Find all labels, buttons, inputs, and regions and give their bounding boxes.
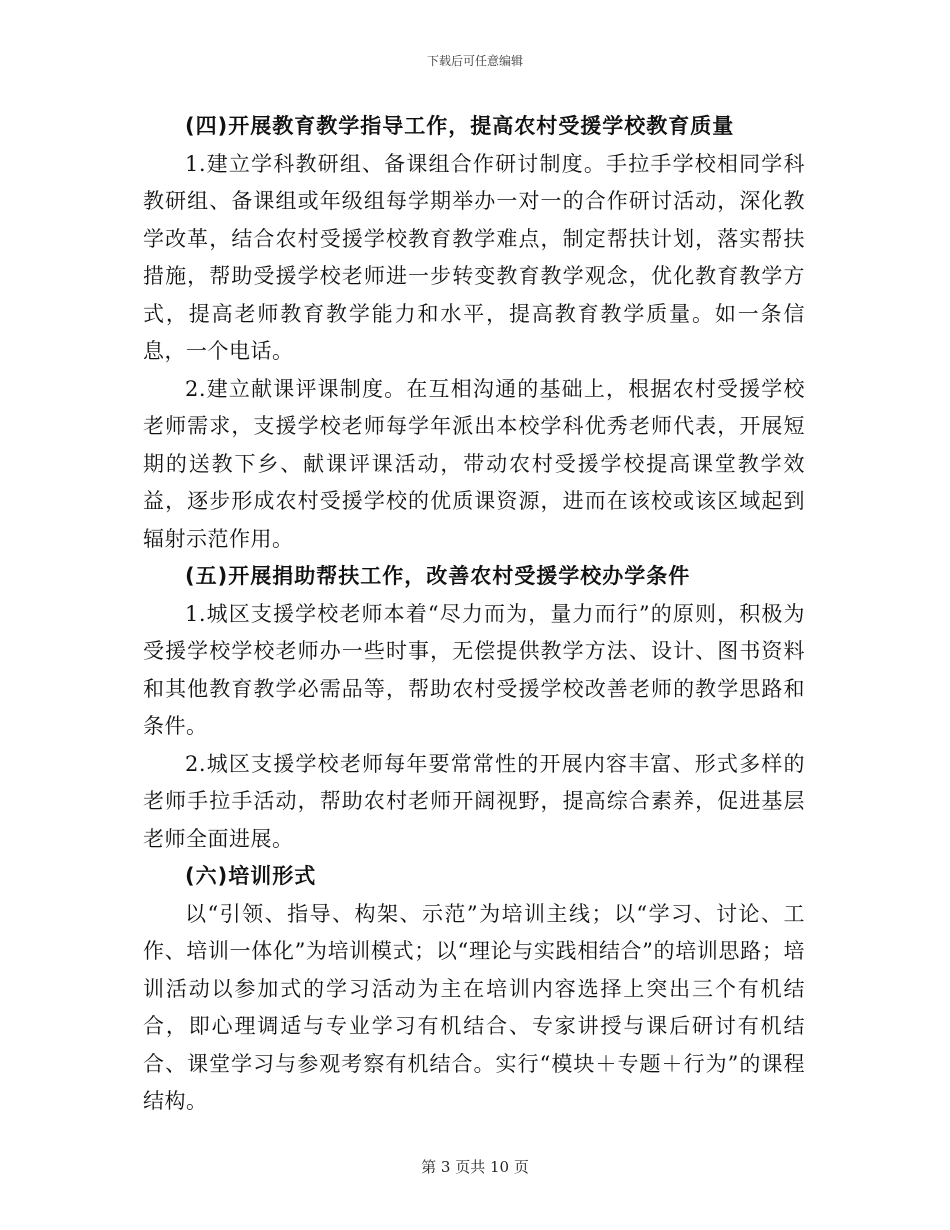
section-heading: (六)培训形式 (185, 864, 317, 888)
body-paragraph: 1.建立学科教研组、备课组合作研讨制度。手拉手学校相同学科教研组、备课组或年级组每学期举办一对一的合作研讨活动，深化教学改革，结合农村受援学校教育教学难点，制定帮扶计划，落实帮扶措施，帮助受援学校老师进一步转变教育教学观念，优化教育教学方式，提高老师教育教学能力和水平，提高教育教学质量。如一条信息，一个电话。 (143, 151, 805, 363)
page-footer: 第 3 页共 10 页 (421, 1158, 529, 1176)
page-header: 下载后可任意编辑 (426, 54, 523, 68)
section-heading: (四)开展教育教学指导工作，提高农村受援学校教育质量 (185, 114, 735, 138)
body-paragraph: 以“引领、指导、构架、示范”为培训主线；以“学习、讨论、工作、培训一体化”为培训模式；以“理论与实践相结合”的培训思路；培训活动以参加式的学习活动为主在培训内容选择上突出三个有机结合，即心理调适与专业学习有机结合、专家讲授与课后研讨有机结合、课堂学习与参观考察有机结合。实行“模块＋专题＋行为”的课程结构。 (143, 901, 805, 1113)
section-heading: (五)开展捐助帮扶工作，改善农村受援学校办学条件 (185, 564, 691, 588)
body-paragraph: 2.建立献课评课制度。在互相沟通的基础上，根据农村受援学校老师需求，支援学校老师每学年派出本校学科优秀老师代表，开展短期的送教下乡、献课评课活动，带动农村受援学校提高课堂教学效益，逐步形成农村受援学校的优质课资源，进而在该校或该区域起到辐射示范作用。 (143, 376, 805, 551)
body-paragraph: 2.城区支援学校老师每年要常常性的开展内容丰富、形式多样的老师手拉手活动，帮助农村老师开阔视野，提高综合素养，促进基层老师全面进展。 (143, 751, 805, 851)
document-body (143, 108, 805, 1121)
body-paragraph: 1.城区支援学校老师本着“尽力而为，量力而行”的原则，积极为受援学校学校老师办一些时事，无偿提供教学方法、设计、图书资料和其他教育教学必需品等，帮助农村受援学校改善老师的教学思路和条件。 (143, 601, 805, 738)
